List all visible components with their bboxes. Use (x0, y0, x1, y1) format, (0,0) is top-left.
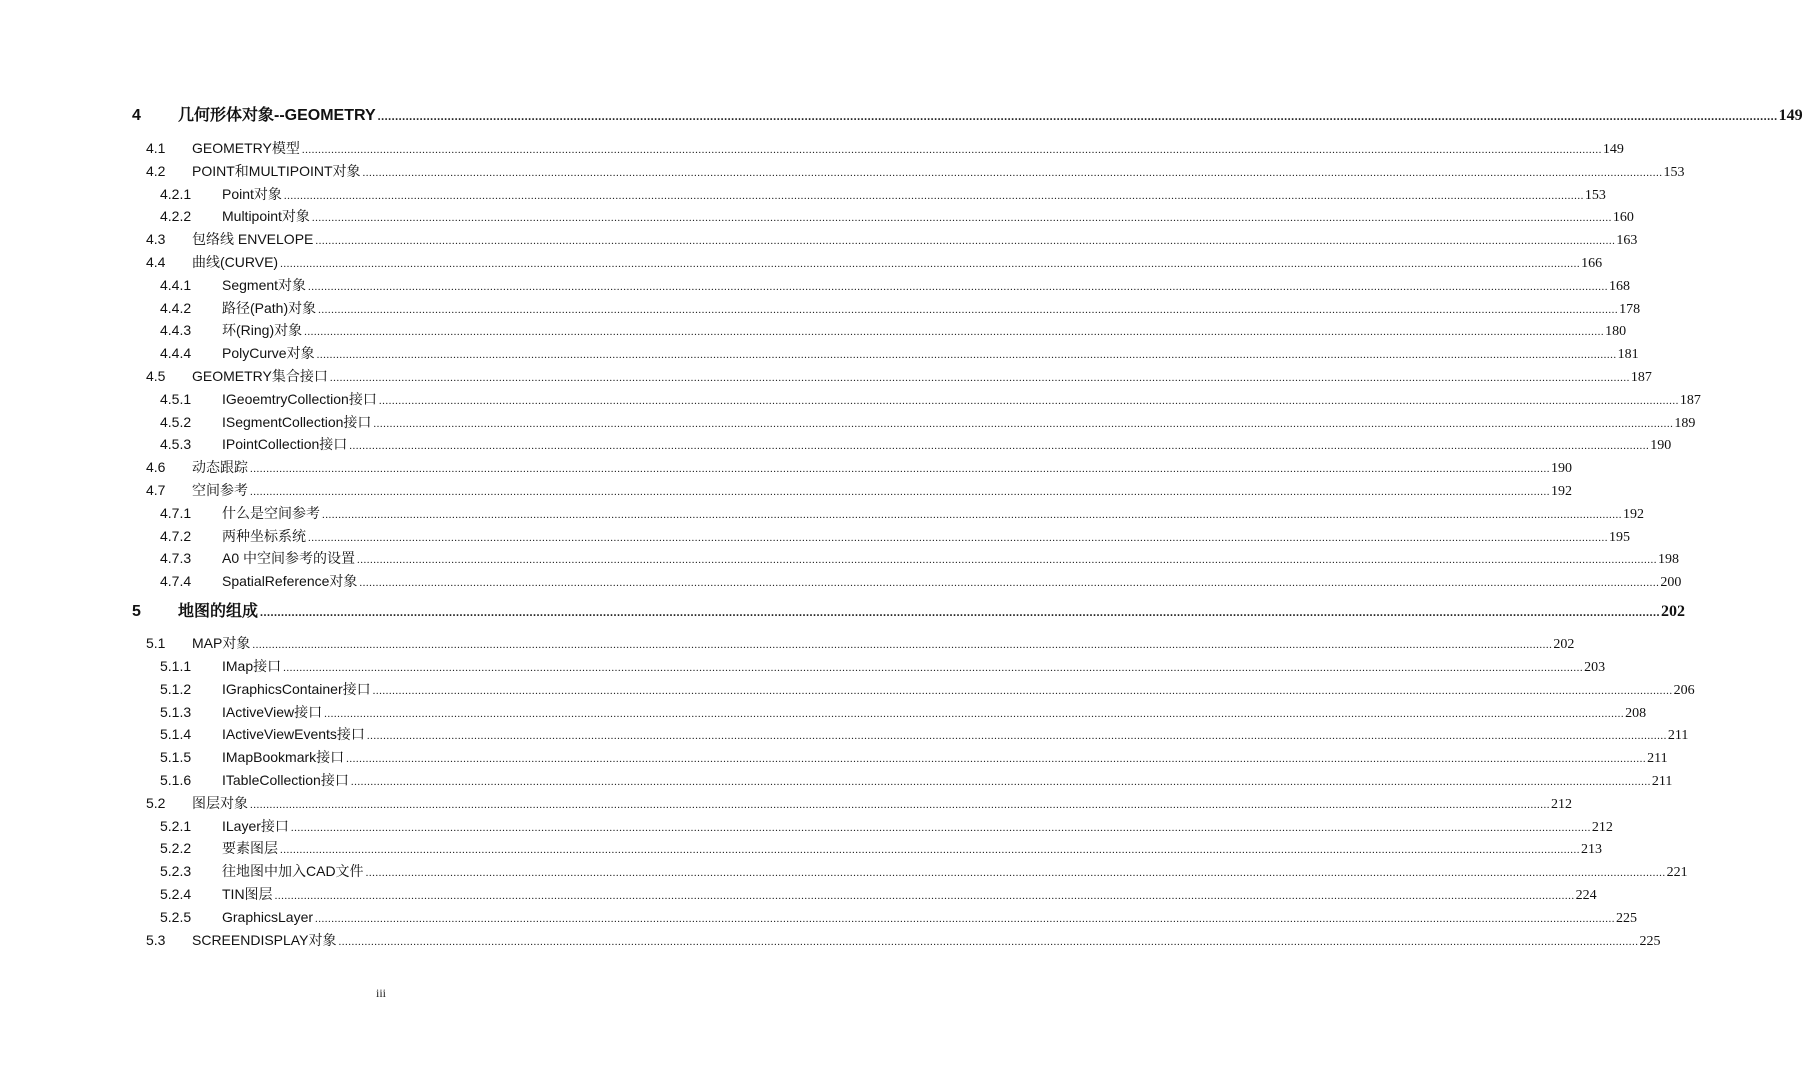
toc-entry-page: 206 (1673, 683, 1695, 698)
toc-entry[interactable] (0, 929, 1661, 951)
toc-entry-number: 5.1.6 (160, 772, 192, 788)
toc-entry[interactable] (0, 183, 1606, 205)
toc-entry-number: 4.7 (146, 482, 166, 498)
toc-entry-page: 190 (1551, 461, 1572, 476)
toc-entry[interactable] (0, 547, 1680, 569)
toc-entry-title: ITableCollection接口 (222, 772, 349, 788)
toc-entry-number: 4.4.1 (160, 277, 192, 293)
toc-entry-number: 4.7.3 (160, 550, 192, 566)
dot-leader: ................................................................................................................................................................................................................................................................................................................................................................................................................ (324, 708, 1625, 720)
toc-entry[interactable] (0, 365, 1652, 387)
toc-entry-title: MAP对象 (192, 635, 251, 651)
dot-leader: ................................................................................................................................................................................................................................................................................................................................................................................................................ (304, 326, 1605, 338)
toc-entry-page: 195 (1609, 530, 1630, 545)
toc-entry-page: 213 (1581, 842, 1602, 857)
dot-leader: ................................................................................................................................................................................................................................................................................................................................................................................................................ (318, 304, 1619, 316)
toc-entry-number: 5 (132, 603, 141, 620)
toc-entry-title: SpatialReference对象 (222, 573, 358, 589)
toc-entry-number: 5.1.5 (160, 749, 192, 765)
toc-entry-page: 212 (1551, 797, 1572, 812)
toc-entry-number: 5.2.3 (160, 863, 192, 879)
toc-entry-page: 202 (1661, 603, 1686, 620)
toc-entry-page: 187 (1630, 370, 1652, 385)
toc-entry[interactable] (0, 837, 1602, 859)
toc-entry-title: ILayer接口 (222, 818, 289, 834)
toc-entry-number: 4 (132, 107, 141, 124)
toc-entry[interactable] (0, 297, 1641, 319)
toc-entry-number: 4.5.3 (160, 436, 192, 452)
toc-entry-title: GEOMETRY集合接口 (192, 368, 328, 384)
toc-entry[interactable] (0, 792, 1572, 814)
toc-entry[interactable] (0, 883, 1597, 905)
toc-entry[interactable] (0, 319, 1627, 341)
toc-entry-title: 几何形体对象--GEOMETRY (178, 107, 376, 124)
dot-leader: ................................................................................................................................................................................................................................................................................................................................................................................................................ (366, 730, 1667, 742)
toc-entry-title: IMap接口 (222, 658, 282, 674)
dot-leader: ................................................................................................................................................................................................................................................................................................................................................................................................................ (365, 867, 1666, 879)
toc-chapter-entry[interactable] (0, 601, 1686, 623)
toc-entry-title: 要素图层 (222, 840, 278, 856)
toc-entry-page: 187 (1679, 393, 1701, 408)
toc-entry-title: ISegmentCollection接口 (222, 414, 372, 430)
toc-entry[interactable] (0, 228, 1638, 250)
toc-entry-number: 4.7.2 (160, 528, 192, 544)
dot-leader: ................................................................................................................................................................................................................................................................................................................................................................................................................ (357, 554, 1658, 566)
toc-entry-number: 5.1 (146, 635, 166, 651)
dot-leader: ................................................................................................................................................................................................................................................................................................................................................................................................................ (315, 235, 1616, 247)
toc-entry-page: 224 (1575, 888, 1597, 903)
dot-leader: ................................................................................................................................................................................................................................................................................................................................................................................................................ (350, 776, 1651, 788)
toc-entry-title: IPointCollection接口 (222, 436, 348, 452)
toc-entry-number: 5.2.1 (160, 818, 192, 834)
toc-entry-number: 4.7.1 (160, 505, 192, 521)
toc-entry-page: 160 (1612, 210, 1634, 225)
toc-entry-number: 4.6 (146, 459, 166, 475)
toc-entry-number: 4.3 (146, 231, 166, 247)
toc-entry-number: 4.2.1 (160, 186, 192, 202)
dot-leader: ................................................................................................................................................................................................................................................................................................................................................................................................................ (311, 212, 1612, 224)
toc-entry[interactable] (0, 411, 1696, 433)
dot-leader: ................................................................................................................................................................................................................................................................................................................................................................................................................ (338, 936, 1639, 948)
toc-entry[interactable] (0, 342, 1639, 364)
toc-entry-page: 211 (1667, 728, 1689, 743)
dot-leader: ................................................................................................................................................................................................................................................................................................................................................................................................................ (322, 509, 1622, 521)
toc-entry-title: 什么是空间参考 (222, 505, 320, 521)
toc-entry-number: 4.5.1 (160, 391, 192, 407)
toc-entry[interactable] (0, 678, 1695, 700)
toc-entry-page: 181 (1617, 347, 1639, 362)
toc-entry[interactable] (0, 906, 1638, 928)
toc-entry[interactable] (0, 274, 1631, 296)
toc-entry[interactable] (0, 525, 1630, 547)
toc-entry-title: A0 中空间参考的设置 (222, 550, 356, 566)
toc-entry-title: Point对象 (222, 186, 282, 202)
toc-entry-title: GEOMETRY模型 (192, 140, 300, 156)
dot-leader: ................................................................................................................................................................................................................................................................................................................................................................................................................ (283, 662, 1584, 674)
dot-leader: ................................................................................................................................................................................................................................................................................................................................................................................................................ (280, 844, 1580, 856)
toc-entry[interactable] (0, 860, 1688, 882)
toc-entry-title: SCREENDISPLAY对象 (192, 932, 337, 948)
toc-entry-title: IActiveView接口 (222, 704, 323, 720)
dot-leader: ................................................................................................................................................................................................................................................................................................................................................................................................................ (373, 418, 1674, 430)
toc-entry-title: POINT和MULTIPOINT对象 (192, 163, 361, 179)
toc-entry-page: 211 (1647, 751, 1668, 766)
toc-entry-page: 198 (1658, 552, 1680, 567)
toc-entry-number: 5.2 (146, 795, 166, 811)
toc-entry-title: 往地图中加入CAD文件 (222, 863, 364, 879)
toc-entry-page: 221 (1666, 865, 1688, 880)
toc-entry-number: 4.1 (146, 140, 166, 156)
toc-entry-number: 5.2.2 (160, 840, 192, 856)
toc-entry-page: 149 (1602, 142, 1624, 157)
dot-leader: ................................................................................................................................................................................................................................................................................................................................................................................................................ (250, 486, 1550, 498)
toc-entry[interactable] (0, 746, 1668, 768)
toc-entry-title: 动态跟踪 (192, 459, 248, 475)
toc-entry-title: IGeoemtryCollection接口 (222, 391, 377, 407)
toc-entry-title: 图层对象 (192, 795, 248, 811)
dot-leader: ................................................................................................................................................................................................................................................................................................................................................................................................................ (280, 258, 1581, 270)
toc-entry-number: 5.2.4 (160, 886, 192, 902)
toc-entry-page: 212 (1591, 820, 1613, 835)
toc-entry-page: 168 (1609, 279, 1631, 294)
toc-entry-title: 地图的组成 (178, 603, 259, 620)
toc-entry-number: 4.4 (146, 254, 166, 270)
dot-leader: ................................................................................................................................................................................................................................................................................................................................................................................................................ (308, 532, 1608, 544)
toc-entry-title: PolyCurve对象 (222, 345, 315, 361)
toc-entry-page: 163 (1616, 233, 1638, 248)
dot-leader: ................................................................................................................................................................................................................................................................................................................................................................................................................ (301, 144, 1602, 156)
toc-entry[interactable] (0, 388, 1701, 410)
toc-entry-title: TIN图层 (222, 886, 273, 902)
toc-entry-number: 4.7.4 (160, 573, 192, 589)
dot-leader: ................................................................................................................................................................................................................................................................................................................................................................................................................ (346, 753, 1647, 765)
toc-entry-title: 空间参考 (192, 482, 248, 498)
toc-entry-page: 190 (1650, 438, 1672, 453)
toc-entry-title: IGraphicsContainer接口 (222, 681, 371, 697)
dot-leader: ................................................................................................................................................................................................................................................................................................................................................................................................................ (362, 167, 1663, 179)
dot-leader: ................................................................................................................................................................................................................................................................................................................................................................................................................ (377, 109, 1778, 123)
toc-entry-number: 5.1.3 (160, 704, 192, 720)
toc-entry[interactable] (0, 251, 1603, 273)
toc-entry-page: 225 (1616, 911, 1638, 926)
toc-entry-page: 166 (1581, 256, 1603, 271)
toc-chapter-entry[interactable] (0, 105, 1803, 127)
toc-entry-title: 曲线(CURVE) (192, 254, 279, 270)
toc-entry-number: 4.4.4 (160, 345, 192, 361)
toc-entry-page: 208 (1625, 706, 1647, 721)
toc-entry-number: 4.4.3 (160, 322, 192, 338)
toc-entry-number: 4.2 (146, 163, 166, 179)
toc-entry-title: 环(Ring)对象 (222, 322, 303, 338)
toc-entry-number: 5.2.5 (160, 909, 192, 925)
toc-entry[interactable] (0, 570, 1682, 592)
toc-entry-page: 192 (1623, 507, 1644, 522)
toc-entry-number: 5.1.1 (160, 658, 192, 674)
dot-leader: ................................................................................................................................................................................................................................................................................................................................................................................................................ (349, 440, 1650, 452)
toc-entry-page: 211 (1651, 774, 1673, 789)
dot-leader: ................................................................................................................................................................................................................................................................................................................................................................................................................ (359, 577, 1660, 589)
toc-entry-page: 153 (1584, 188, 1606, 203)
toc-entry-number: 4.5 (146, 368, 166, 384)
toc-entry-title: 两种坐标系统 (222, 528, 306, 544)
toc-entry[interactable] (0, 701, 1647, 723)
toc-entry[interactable] (0, 815, 1613, 837)
toc-entry-page: 192 (1551, 484, 1572, 499)
toc-entry[interactable] (0, 479, 1572, 501)
toc-entry-number: 5.1.2 (160, 681, 192, 697)
toc-entry-page: 189 (1674, 416, 1696, 431)
toc-entry-page: 202 (1553, 637, 1575, 652)
toc-entry[interactable] (0, 456, 1572, 478)
toc-entry-number: 4.4.2 (160, 300, 192, 316)
dot-leader: ................................................................................................................................................................................................................................................................................................................................................................................................................ (329, 372, 1630, 384)
toc-entry-page: 178 (1619, 302, 1641, 317)
toc-entry[interactable] (0, 502, 1644, 524)
toc-entry[interactable] (0, 655, 1606, 677)
dot-leader: ................................................................................................................................................................................................................................................................................................................................................................................................................ (252, 639, 1553, 651)
dot-leader: ................................................................................................................................................................................................................................................................................................................................................................................................................ (260, 605, 1661, 619)
dot-leader: ................................................................................................................................................................................................................................................................................................................................................................................................................ (308, 281, 1609, 293)
toc-entry-page: 149 (1778, 107, 1803, 124)
toc-entry[interactable] (0, 769, 1673, 791)
toc-entry-title: 路径(Path)对象 (222, 300, 317, 316)
toc-entry-number: 5.3 (146, 932, 166, 948)
dot-leader: ................................................................................................................................................................................................................................................................................................................................................................................................................ (315, 913, 1616, 925)
toc-entry-page: 153 (1663, 165, 1685, 180)
toc-entry[interactable] (0, 723, 1689, 745)
toc-entry[interactable] (0, 205, 1634, 227)
dot-leader: ................................................................................................................................................................................................................................................................................................................................................................................................................ (250, 463, 1550, 475)
page-number: iii (375, 986, 386, 1000)
toc-entry[interactable] (0, 137, 1624, 159)
dot-leader: ................................................................................................................................................................................................................................................................................................................................................................................................................ (290, 822, 1591, 834)
dot-leader: ................................................................................................................................................................................................................................................................................................................................................................................................................ (274, 890, 1575, 902)
toc-entry-title: IMapBookmark接口 (222, 749, 345, 765)
dot-leader: ................................................................................................................................................................................................................................................................................................................................................................................................................ (283, 190, 1584, 202)
toc-entry-page: 225 (1639, 934, 1661, 949)
toc-entry[interactable] (0, 632, 1575, 654)
toc-entry-title: 包络线 ENVELOPE (192, 231, 314, 247)
toc-entry-title: GraphicsLayer (222, 909, 314, 925)
toc-entry[interactable] (0, 433, 1672, 455)
dot-leader: ................................................................................................................................................................................................................................................................................................................................................................................................................ (372, 685, 1673, 697)
toc-entry-number: 4.5.2 (160, 414, 192, 430)
dot-leader: ................................................................................................................................................................................................................................................................................................................................................................................................................ (378, 395, 1679, 407)
dot-leader: ................................................................................................................................................................................................................................................................................................................................................................................................................ (250, 799, 1550, 811)
toc-entry[interactable] (0, 160, 1685, 182)
toc-entry-number: 4.2.2 (160, 208, 192, 224)
toc-entry-title: IActiveViewEvents接口 (222, 726, 365, 742)
toc-entry-number: 5.1.4 (160, 726, 192, 742)
toc-entry-title: Multipoint对象 (222, 208, 310, 224)
toc-entry-page: 180 (1605, 324, 1627, 339)
toc-entry-page: 200 (1660, 575, 1682, 590)
toc-entry-page: 203 (1584, 660, 1606, 675)
toc-entry-title: Segment对象 (222, 277, 307, 293)
dot-leader: ................................................................................................................................................................................................................................................................................................................................................................................................................ (316, 349, 1617, 361)
